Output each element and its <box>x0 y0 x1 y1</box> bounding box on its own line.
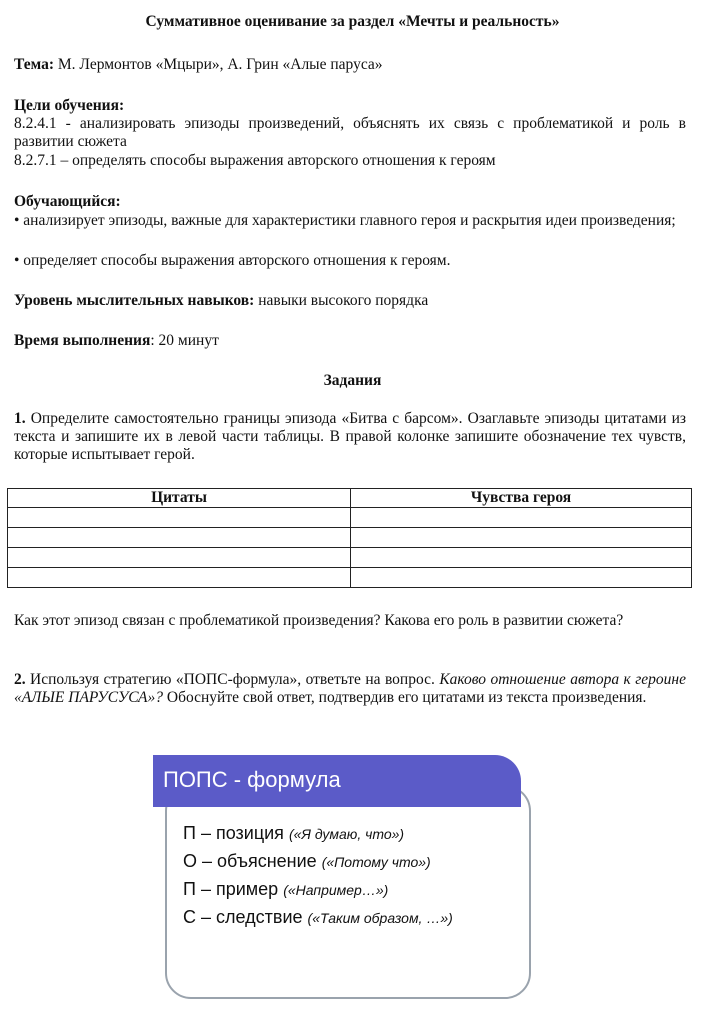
table-cell[interactable] <box>8 568 351 588</box>
table-cell[interactable] <box>351 508 692 528</box>
answer-table <box>7 488 692 588</box>
popc-line-consequence <box>183 907 453 928</box>
time-line <box>14 332 686 350</box>
table-row <box>8 508 692 528</box>
task1-text <box>14 410 686 464</box>
popc-formula-box <box>153 755 533 999</box>
task2-number: 2. <box>14 671 26 688</box>
time-label: Время выполнения <box>14 332 151 349</box>
table-row <box>8 568 692 588</box>
table-cell[interactable] <box>351 528 692 548</box>
goal-item: 8.2.4.1 - анализировать эпизоды произведений, объяснять их связь с проблематикой и роль в развитии сюжета <box>14 115 686 150</box>
level-label: Уровень мыслительных навыков: <box>14 292 255 309</box>
table-header-feelings: Чувства героя <box>351 489 692 508</box>
popc-line-hint: («Например…») <box>283 882 389 898</box>
goals-heading: Цели обучения: <box>14 97 125 114</box>
popc-line-main: О – объяснение <box>183 851 317 871</box>
follow-up-question: Как этот эпизод связан с проблематикой произведения? Какова его роль в развитии сюжета? <box>14 612 624 629</box>
topic-label: Тема: <box>14 56 54 73</box>
level-text: навыки высокого порядка <box>254 292 429 309</box>
table-header-quotes: Цитаты <box>8 489 351 508</box>
learner-item: • определяет способы выражения авторского отношения к героям. <box>14 252 451 269</box>
popc-line-main: П – позиция <box>183 823 284 843</box>
table-row <box>8 528 692 548</box>
popc-line-hint: («Потому что») <box>321 854 431 870</box>
task2-body-1: Используя стратегию «ПОПС-формула», ответьте на вопрос. <box>25 671 440 688</box>
learner-heading: Обучающийся: <box>14 193 121 210</box>
popc-line-example <box>183 879 388 900</box>
task2-question: Каково отношение автора к героине «АЛЫЕ ПАРУСУСА»? <box>14 671 686 706</box>
table-cell[interactable] <box>351 548 692 568</box>
popc-header: ПОПС - формула <box>153 755 521 807</box>
task2-body-2: Обоснуйте свой ответ, подтвердив его цитатами из текста произведения. <box>163 689 647 706</box>
page-title: Суммативное оценивание за раздел «Мечты и реальность» <box>145 13 560 30</box>
table-cell[interactable] <box>8 548 351 568</box>
popc-line-main: С – следствие <box>183 907 303 927</box>
goal-item: 8.2.7.1 – определять способы выражения авторского отношения к героям <box>14 152 496 169</box>
task2-text <box>14 671 686 707</box>
tasks-heading: Задания <box>323 372 382 389</box>
table-cell[interactable] <box>8 528 351 548</box>
popc-line-explanation <box>183 851 431 872</box>
popc-line-hint: («Я думаю, что») <box>288 826 405 842</box>
table-header-row <box>8 489 692 508</box>
level-line <box>14 292 686 310</box>
table-cell[interactable] <box>351 568 692 588</box>
topic-line <box>14 56 686 74</box>
popc-line-hint: («Таким образом, …») <box>307 910 453 926</box>
learner-item: • анализирует эпизоды, важные для характеристики главного героя и раскрытия идеи произведения; <box>14 212 676 229</box>
popc-line-main: П – пример <box>183 879 279 899</box>
table-row <box>8 548 692 568</box>
time-text: : 20 минут <box>150 332 219 349</box>
popc-line-position <box>183 823 404 844</box>
task1-number: 1. <box>14 410 26 427</box>
task1-body: Определите самостоятельно границы эпизода «Битва с барсом». Озаглавьте эпизоды цитатами из текста и запишите их в левой части таблицы. В правой колонке запишите обозначение тех чувств, которые испытывает герой. <box>14 410 686 463</box>
table-cell[interactable] <box>8 508 351 528</box>
topic-text: М. Лермонтов «Мцыри», А. Грин «Алые паруса» <box>54 56 383 73</box>
